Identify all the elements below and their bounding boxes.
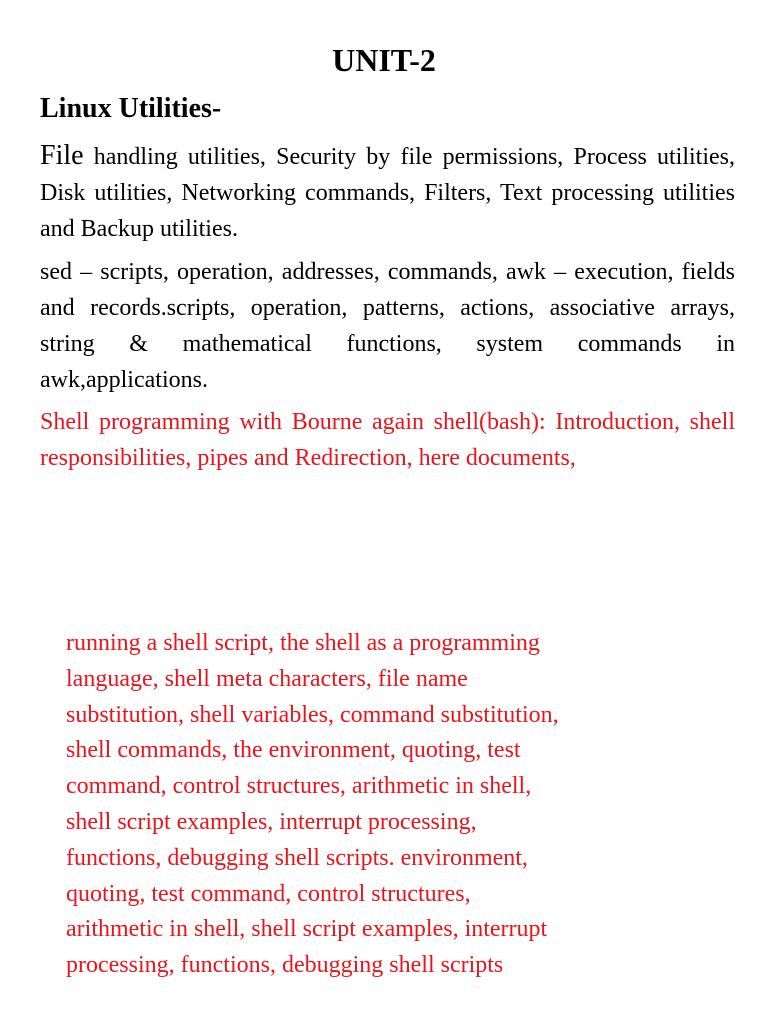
topic-line: functions, debugging shell scripts. environment, xyxy=(66,844,528,871)
unit-title: UNIT-2 xyxy=(332,42,436,78)
topic-line: language, shell meta characters, file name xyxy=(66,665,468,692)
topic-line: arithmetic in shell, shell script examples, interrupt xyxy=(66,916,548,943)
topic-line: processing, functions, debugging shell scripts xyxy=(66,952,504,979)
topic-line: shell commands, the environment, quoting, test xyxy=(66,737,521,764)
shell-programming-paragraph: Shell programming with Bourne again shell(bash): Introduction, shell responsibilities, pipes and Redirection, here documents, xyxy=(40,409,735,471)
linux-utilities-paragraph xyxy=(40,138,735,247)
topic-line: shell script examples, interrupt processing, xyxy=(66,808,477,835)
first-word: File xyxy=(40,140,84,171)
topic-line: running a shell script, the shell as a programming xyxy=(66,630,540,656)
shell-topics-block xyxy=(66,626,726,984)
topic-line: quoting, test command, control structures, xyxy=(66,880,471,907)
topic-line: substitution, shell variables, command substitution, xyxy=(66,701,559,728)
topic-line: command, control structures, arithmetic in shell, xyxy=(66,773,532,800)
paragraph-rest: handling utilities, Security by file permissions, Process utilities, Disk utilities, Networking commands, Filters, Text processing utilities and Backup utilities. xyxy=(40,144,735,242)
section-heading: Linux Utilities- xyxy=(40,93,222,124)
sed-awk-paragraph: sed – scripts, operation, addresses, commands, awk – execution, fields and records.scripts, operation, patterns, actions, associative arrays, string & mathematical functions, system commands in awk,applications. xyxy=(40,259,735,393)
